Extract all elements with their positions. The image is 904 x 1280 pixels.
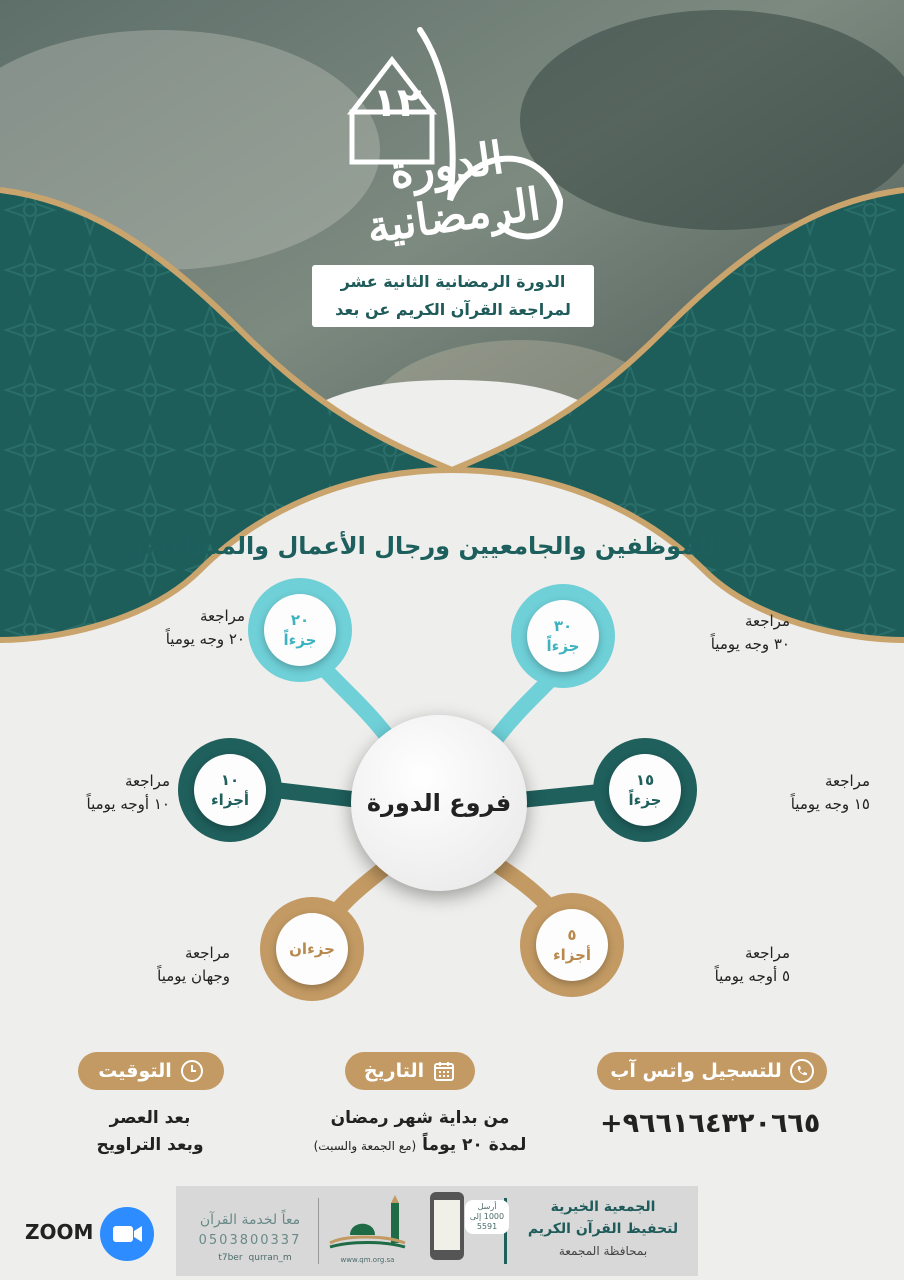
branch-30-node (527, 600, 599, 672)
date-label: التاريخ (363, 1060, 425, 1082)
desc-title: مراجعة (744, 612, 790, 630)
logo-wordmark: الدورة الرمضانية (363, 132, 544, 254)
desc-title: مراجعة (124, 772, 170, 790)
branch-5-node (536, 909, 608, 981)
timing-info (70, 1105, 230, 1159)
registration-phone[interactable]: +٩٦٦١٦٤٣٢٠٦٦٥ (600, 1108, 821, 1139)
logo-number: ١٢ (372, 80, 422, 126)
social-handle-1[interactable]: t7ber (218, 1253, 243, 1263)
timing-label: التوقيت (98, 1060, 172, 1082)
footer-divider-2 (318, 1198, 319, 1264)
branch-15-node (609, 754, 681, 826)
desc-detail: ١٠ أوجه يومياً (86, 795, 170, 813)
timing-line-2: وبعد التراويح (96, 1135, 204, 1155)
desc-title: مراجعة (184, 944, 230, 962)
branch-2-desc (60, 942, 230, 988)
date-duration: لمدة ٢٠ يوماً (422, 1135, 527, 1155)
desc-title: مراجعة (824, 772, 870, 790)
branch-20-desc (75, 605, 245, 651)
desc-title: مراجعة (744, 944, 790, 962)
branch-30-unit: جزءاً (546, 637, 580, 655)
branch-20-number: ٢٠ (290, 611, 310, 629)
association-name (512, 1196, 694, 1262)
date-info (290, 1105, 550, 1160)
mosque-logo-icon (325, 1195, 410, 1255)
date-line-1: من بداية شهر رمضان (330, 1108, 510, 1128)
social-handle-2[interactable]: qurran_m (248, 1253, 292, 1263)
desc-detail: ٥ أوجه يومياً (714, 967, 790, 985)
mobile-screen (434, 1200, 460, 1250)
timing-line-1: بعد العصر (109, 1108, 191, 1128)
audience-heading: للموظفين والجامعيين ورجال الأعمال والمتقاعدين (123, 532, 717, 560)
website-url[interactable]: www.qm.org.sa (340, 1256, 395, 1264)
desc-detail: ٢٠ وجه يومياً (165, 630, 245, 648)
branch-10-number: ١٠ (220, 771, 240, 789)
branch-10-desc (0, 770, 170, 816)
branch-5-desc (620, 942, 790, 988)
timing-pill (78, 1052, 224, 1090)
branch-15-number: ١٥ (635, 771, 655, 789)
date-pill (345, 1052, 475, 1090)
title-line-1: الدورة الرمضانية الثانية عشر (340, 272, 566, 291)
association-line-1: الجمعية الخيرية (550, 1199, 656, 1215)
branch-2-node (276, 913, 348, 985)
branch-30-number: ٣٠ (553, 617, 573, 635)
desc-title: مراجعة (199, 607, 245, 625)
zoom-label: ZOOM (25, 1220, 94, 1244)
registration-pill (597, 1052, 827, 1090)
association-line-2: لتحفيظ القرآن الكريم (527, 1221, 679, 1237)
registration-label: للتسجيل واتس آب (610, 1060, 782, 1082)
center-label: فروع الدورة (366, 789, 512, 817)
phone-icon (790, 1059, 814, 1083)
branch-15-unit: جزءاً (628, 791, 662, 809)
branch-10-unit: أجزاء (210, 791, 250, 809)
branch-15-desc (700, 770, 870, 816)
service-title: معاً لخدمة القرآن (199, 1212, 301, 1228)
social-handles (195, 1253, 315, 1263)
branch-10-node (194, 754, 266, 826)
center-circle (351, 715, 527, 891)
sms-promo: أرسل 1000 إلى 5591 (465, 1200, 509, 1234)
branch-5-number: ٥ (567, 926, 577, 944)
branch-20-node (264, 594, 336, 666)
branch-5-unit: أجزاء (552, 946, 592, 964)
date-note: (مع الجمعة والسبت) (313, 1139, 417, 1153)
desc-detail: ١٥ وجه يومياً (790, 795, 870, 813)
desc-detail: ٣٠ وجه يومياً (710, 635, 790, 653)
association-line-3: بمحافظة المجمعة (558, 1244, 648, 1258)
zoom-icon (100, 1207, 154, 1261)
calendar-icon (432, 1059, 456, 1083)
title-line-2: لمراجعة القرآن الكريم عن بعد (335, 300, 571, 319)
service-phone[interactable]: 0503800337 (198, 1233, 302, 1248)
clock-icon (180, 1059, 204, 1083)
branch-20-unit: جزءاً (283, 631, 317, 649)
branch-30-desc (620, 610, 790, 656)
date-line-2 (290, 1132, 550, 1160)
desc-detail: وجهان يومياً (157, 967, 230, 985)
course-title (312, 265, 594, 327)
branch-2-unit: جزءان (289, 940, 335, 958)
